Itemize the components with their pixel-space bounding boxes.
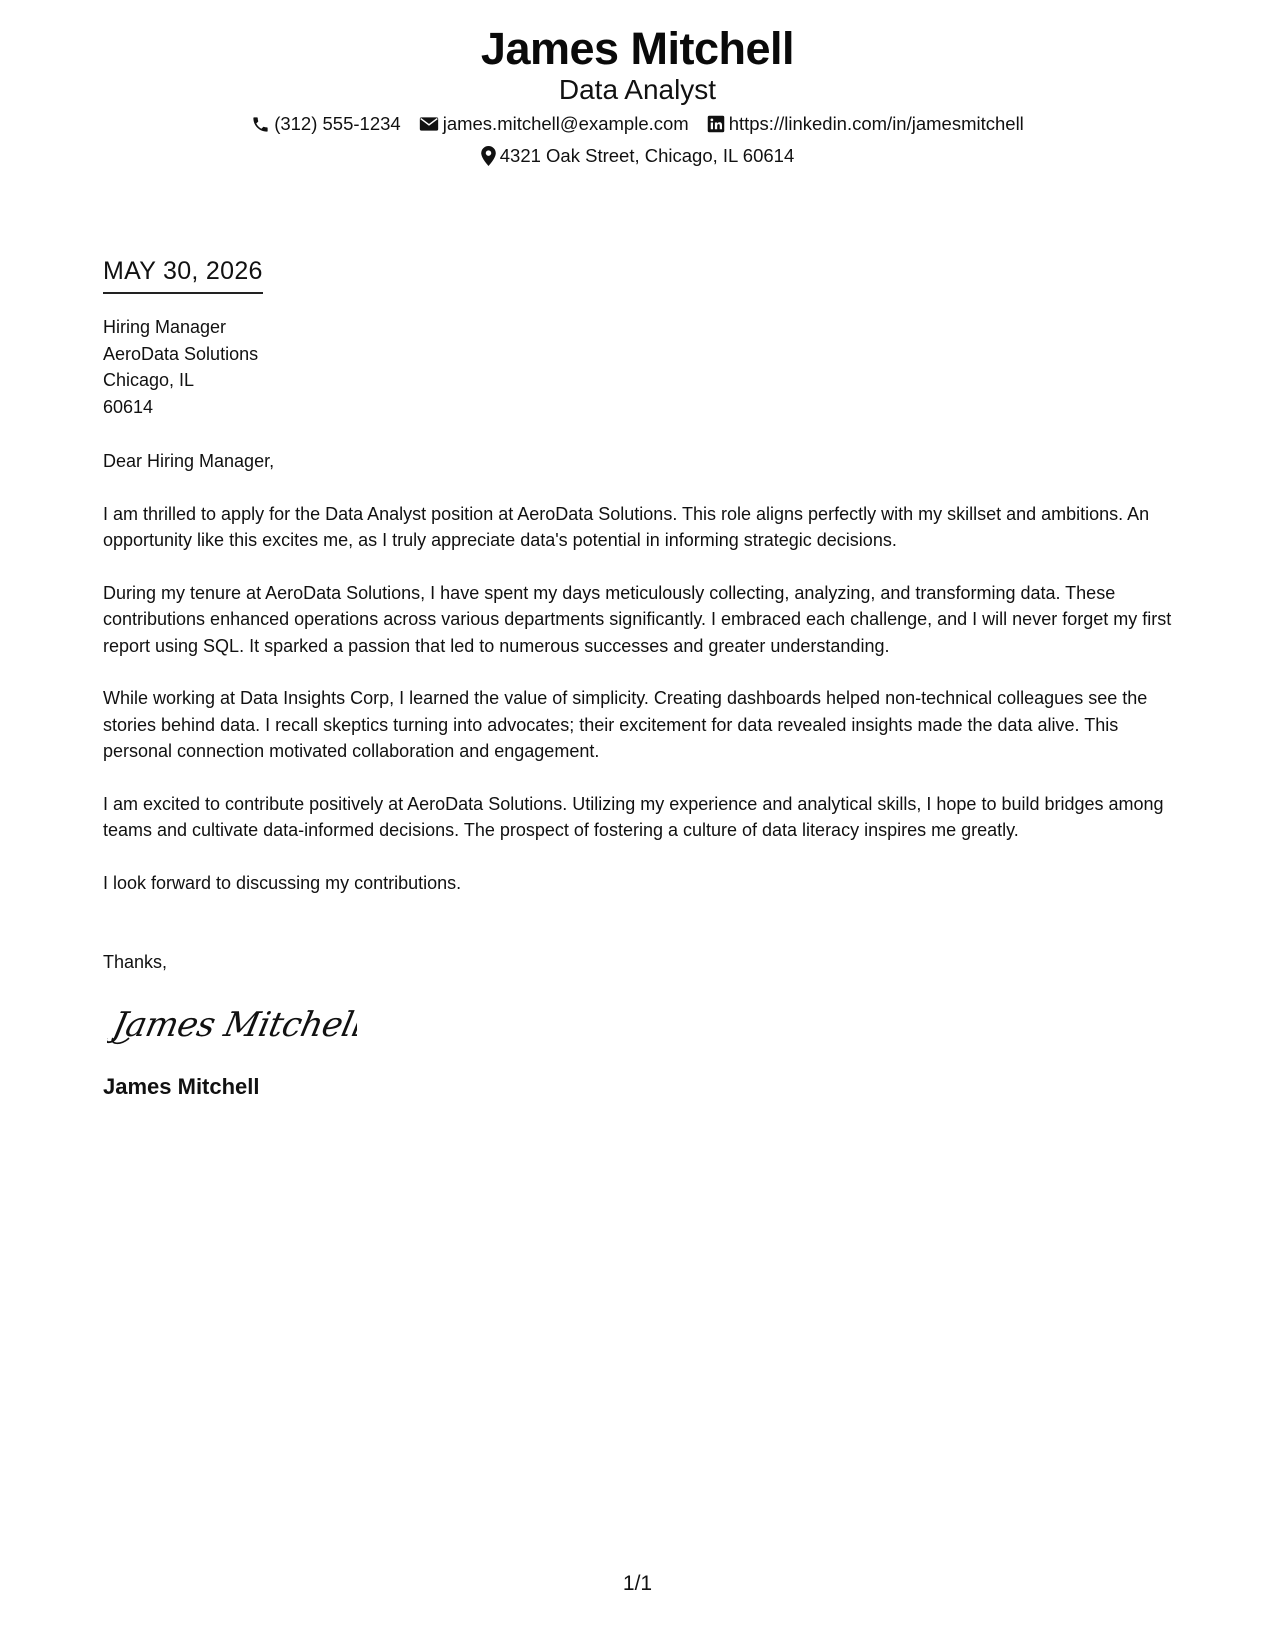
contact-linkedin[interactable] (707, 112, 1024, 136)
closing-line: I look forward to discussing my contributions. (103, 872, 462, 893)
email-text: james.mitchell@example.com (442, 113, 689, 134)
recipient-line: Chicago, IL (103, 370, 195, 390)
applicant-title: Data Analyst (558, 74, 717, 105)
address-text: 4321 Oak Street, Chicago, IL 60614 (499, 145, 795, 166)
recipient-block (103, 314, 1173, 420)
linkedin-text: https://linkedin.com/in/jamesmitchell (728, 113, 1024, 134)
letter-body (103, 256, 1173, 1101)
contact-row (0, 112, 1275, 136)
body-paragraph: I am thrilled to apply for the Data Analyst position at AeroData Solutions. This role aligns perfectly with my skillset and ambitions. An opportunity like this excites me, as I truly appreciate data's potential in informing strategic decisions. (103, 503, 1150, 550)
map-pin-icon (481, 146, 496, 166)
linkedin-icon (707, 115, 725, 133)
salutation: Dear Hiring Manager, (103, 451, 275, 471)
signer-name: James Mitchell (103, 1074, 260, 1099)
body-paragraph: While working at Data Insights Corp, I learned the value of simplicity. Creating dashboards helped non-technical colleagues see the stories behind data. I recall skeptics turning into advocates; their excitement for data revealed insights made the data alive. This personal connection motivated collaboration and engagement. (103, 688, 1148, 761)
applicant-name: James Mitchell (480, 23, 795, 74)
phone-text: (312) 555-1234 (274, 113, 401, 134)
address-row (0, 144, 1275, 168)
recipient-line: AeroData Solutions (103, 343, 259, 364)
phone-icon (251, 115, 270, 134)
contact-address (481, 144, 794, 168)
letter-date: MAY 30, 2026 (103, 256, 263, 294)
contact-email[interactable] (419, 112, 689, 136)
page-number: 1/1 (622, 1572, 653, 1595)
contact-phone[interactable] (251, 112, 401, 136)
body-paragraph: I am excited to contribute positively at AeroData Solutions. Utilizing my experience and analytical skills, I hope to build bridges among teams and cultivate data-informed decisions. The prospect of fostering a culture of data literacy inspires me greatly. (103, 793, 1164, 840)
recipient-line: Hiring Manager (103, 317, 227, 337)
envelope-icon (419, 116, 439, 132)
recipient-line: 60614 (103, 396, 154, 417)
handwritten-signature (107, 998, 1173, 1056)
sign-off: Thanks, (103, 952, 168, 972)
letter-header (0, 22, 1275, 168)
svg-text:James Mitchell: James Mitchell (109, 1004, 357, 1045)
body-paragraph: During my tenure at AeroData Solutions, I have spent my days meticulously collecting, analyzing, and transforming data. These contributions enhanced operations across various departments significantly. I embraced each challenge, and I will never forget my first report using SQL. It sparked a passion that led to numerous successes and greater understanding. (103, 582, 1172, 656)
